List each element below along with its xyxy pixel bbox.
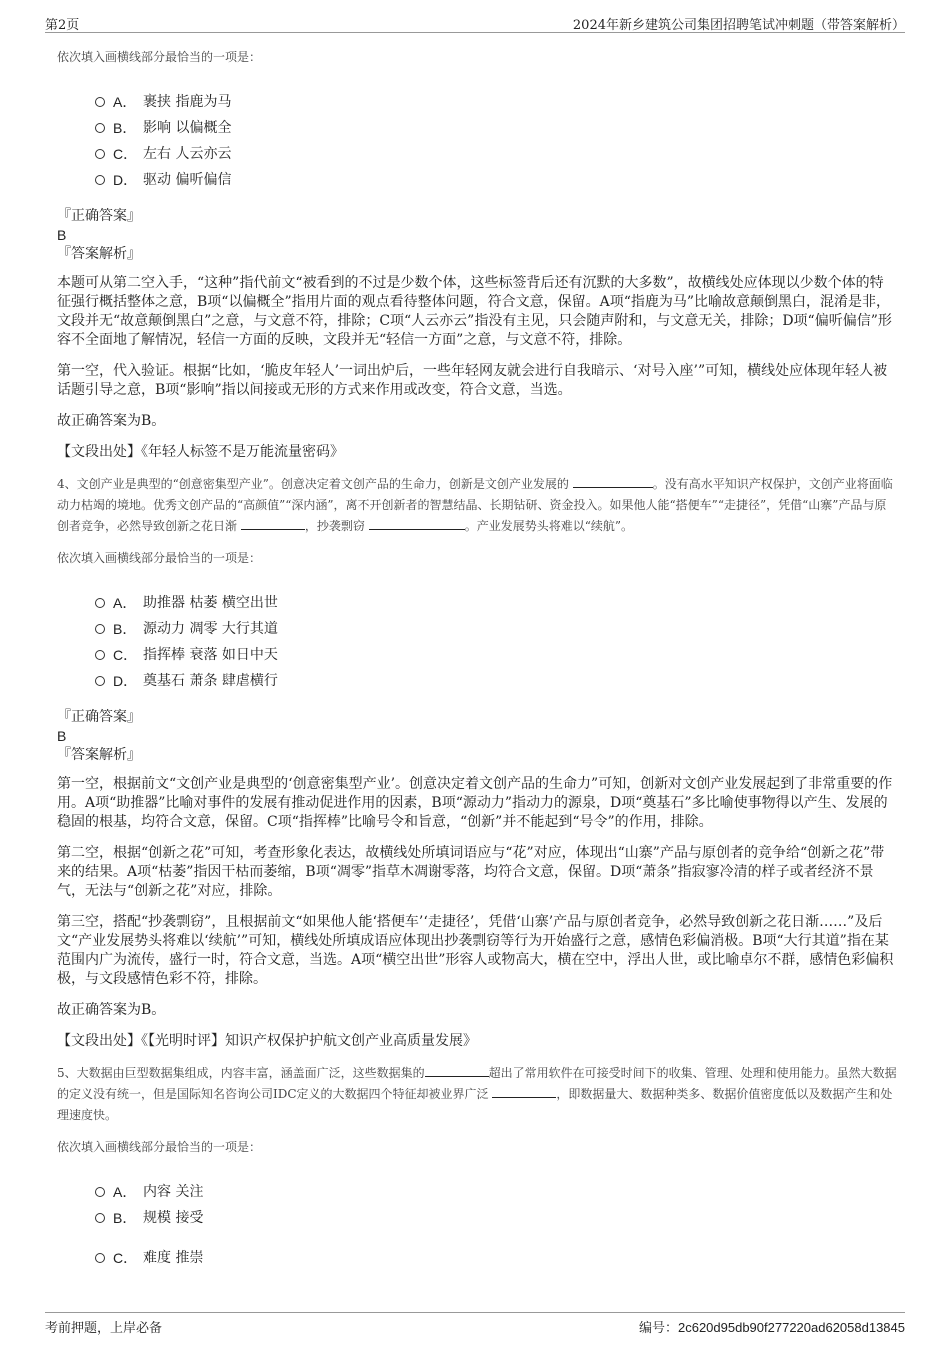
answer-label: 『正确答案』 (57, 208, 141, 224)
answer-label: 『正确答案』 (57, 709, 141, 725)
radio-icon[interactable] (95, 175, 105, 185)
q4-source: 【文段出处】《【光明时评】知识产权保护护航文创产业高质量发展》 (57, 1033, 477, 1049)
radio-icon[interactable] (95, 650, 105, 660)
blank-line (573, 475, 653, 488)
analysis-label: 『答案解析』 (57, 246, 141, 262)
q4-analysis-1: 第一空，根据前文“文创产业是典型的‘创意密集型产业’。创意决定着文创产品的生命力”可知，创新对文创产业发展起到了非常重要的作用。A项“助推器”比喻对事件的发展有推动促进作用的因素，B项“源动力”指动力的源泉，D项“奠基石”多比喻使事物得以产生、发展的稳固的根基，均符合文意，保留。C项“指挥棒”比喻号令和旨意，“创新”并不能起到“号令”的作用，排除。 (57, 776, 893, 830)
q3-option-c[interactable]: C． 左右 人云亦云 (95, 141, 897, 167)
q4-options (95, 590, 897, 694)
q4-option-a[interactable]: A． 助推器 枯萎 横空出世 (95, 590, 897, 616)
q3-analysis-2: 第一空，代入验证。根据“比如，‘脆皮年轻人’一词出炉后，一些年轻网友就会进行自我暗示、‘对号入座’”可知，横线处应体现年轻人被话题引导之意，B项“影响”指以间接或无形的方式来作用或改变，符合文意，当选。 (57, 363, 888, 398)
q3-option-a[interactable]: A． 裹挟 指鹿为马 (95, 89, 897, 115)
q5-option-a[interactable]: A． 内容 关注 (95, 1179, 897, 1205)
q4-stem: 4、文创产业是典型的“创意密集型产业”。创意决定着文创产品的生命力，创新是文创产业发展的 。没有高水平知识产权保护，文创产业将面临动力枯竭的境地。优秀文创产品的“高颜值”“深内涵”，离不开创新者的智慧结晶、长期钻研、资金投入。如果他人能“搭便车”“走捷径”，凭借“山寨”产品与原创者竞争，必然导致创新之花日渐 ，抄袭剽窃 。产业发展势头将难以“续航”。 (57, 477, 893, 533)
document-code: 编号：2c620d95db90f277220ad62058d13845 (638, 1320, 905, 1335)
q4-option-d[interactable]: D． 奠基石 萧条 肆虐横行 (95, 668, 897, 694)
question-prompt: 依次填入画横线部分最恰当的一项是： (57, 551, 262, 565)
q3-option-b[interactable]: B． 影响 以偏概全 (95, 115, 897, 141)
radio-icon[interactable] (95, 1213, 105, 1223)
question-prompt: 依次填入画横线部分最恰当的一项是： (57, 1140, 262, 1154)
radio-icon[interactable] (95, 1253, 105, 1263)
radio-icon[interactable] (95, 123, 105, 133)
analysis-label: 『答案解析』 (57, 747, 141, 763)
q5-option-c[interactable]: C． 难度 推崇 (95, 1245, 897, 1271)
q3-answer: B (57, 227, 67, 243)
document-title: 2024年新乡建筑公司集团招聘笔试冲刺题（带答案解析） (572, 18, 905, 33)
blank-line (425, 1064, 489, 1077)
q3-options (95, 89, 897, 193)
radio-icon[interactable] (95, 676, 105, 686)
question-prompt: 依次填入画横线部分最恰当的一项是： (57, 50, 262, 64)
radio-icon[interactable] (95, 97, 105, 107)
radio-icon[interactable] (95, 1187, 105, 1197)
radio-icon[interactable] (95, 149, 105, 159)
q3-analysis-1: 本题可从第二空入手，“这种”指代前文“被看到的不过是少数个体，这些标签背后还有沉默的大多数”，故横线处应体现以少数个体的特征强行概括整体之意，B项“以偏概全”指用片面的观点看待整体问题，符合文意，保留。A项“指鹿为马”比喻故意颠倒黑白，混淆是非，文段并无“故意颠倒黑白”之意，与文意不符，排除；C项“人云亦云”指没有主见，只会随声附和，与文意无关，排除；D项“偏听偏信”形容不全面地了解情况，轻信一方面的反映，文段并无“轻信一方面”之意，与文意不符，排除。 (57, 275, 892, 348)
page-header (45, 10, 905, 33)
blank-line (241, 517, 305, 530)
radio-icon[interactable] (95, 624, 105, 634)
blank-line (492, 1085, 556, 1098)
radio-icon[interactable] (95, 598, 105, 608)
q3-analysis-3: 故正确答案为B。 (57, 413, 166, 429)
content (57, 48, 897, 1285)
q4-answer: B (57, 728, 67, 744)
blank-line (369, 517, 465, 530)
q4-analysis-2: 第二空，根据“创新之花”可知，考查形象化表达，故横线处所填词语应与“花”对应，体现出“山寨”产品与原创者的竞争给“创新之花”带来的结果。A项“枯萎”指因干枯而萎缩，B项“凋零”指草木凋谢零落，均符合文意，保留。D项“萧条”指寂寥冷清的样子或者经济不景气，无法与“创新之花”对应，排除。 (57, 845, 885, 899)
q4-option-b[interactable]: B． 源动力 凋零 大行其道 (95, 616, 897, 642)
q4-option-c[interactable]: C． 指挥棒 衰落 如日中天 (95, 642, 897, 668)
footer-slogan: 考前押题，上岸必备 (45, 1321, 163, 1336)
q3-option-d[interactable]: D． 驱动 偏听偏信 (95, 167, 897, 193)
q5-options (95, 1179, 897, 1271)
q5-option-b[interactable]: B． 规模 接受 (95, 1205, 897, 1231)
q3-source: 【文段出处】《年轻人标签不是万能流量密码》 (57, 444, 344, 460)
page-number: 第2页 (45, 18, 80, 33)
q4-analysis-4: 故正确答案为B。 (57, 1002, 166, 1018)
q5-stem: 5、大数据由巨型数据集组成，内容丰富，涵盖面广泛，这些数据集的 超出了常用软件在可接受时间下的收集、管理、处理和使用能力。虽然大数据的定义没有统一，但是国际知名咨询公司IDC定义的大数据四个特征却被业界广泛 ，即数据量大、数据种类多、数据价值密度低以及数据产生和处理速度快。 (57, 1066, 897, 1122)
page-footer (45, 1312, 905, 1336)
q4-analysis-3: 第三空，搭配“抄袭剽窃”，且根据前文“如果他人能‘搭便车’‘走捷径’，凭借‘山寨’产品与原创者竞争，必然导致创新之花日渐……”及后文“产业发展势头将难以‘续航’”可知，横线处所填成语应体现出抄袭剽窃等行为开始盛行之意，感情色彩偏消极。B项“大行其道”指在某范围内广为流传，盛行一时，符合文意，当选。A项“横空出世”形容人或物高大，横在空中，浮出人世，或比喻卓尔不群，感情色彩偏积极，与文段感情色彩不符，排除。 (57, 914, 894, 987)
